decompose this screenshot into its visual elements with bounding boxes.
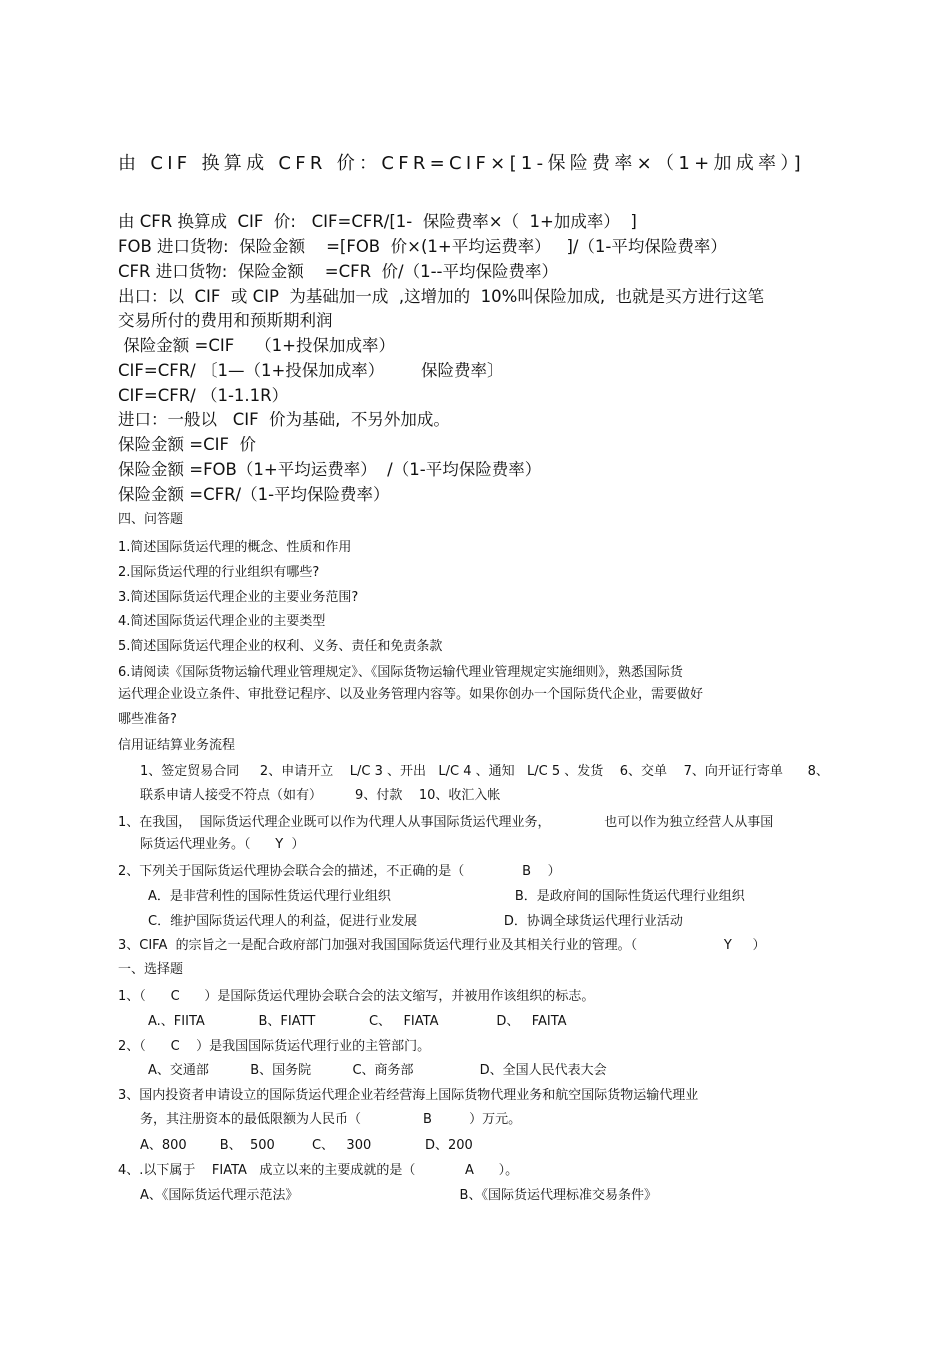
qa-question: 3.简述国际货运代理企业的主要业务范围? bbox=[118, 590, 359, 605]
judge-options: C．维护国际货运代理人的利益，促进行业发展 D．协调全球货运代理行业活动 bbox=[148, 914, 683, 929]
formula-line: 由 CFR 换算成 CIF 价: CIF=CFR/[1- 保险费率×（ 1+加成率） ] bbox=[118, 212, 637, 231]
judge-question: 1、在我国， 国际货运代理企业既可以作为代理人从事国际货运代理业务， 也可以作为独立经营人从事国 bbox=[118, 815, 774, 830]
choice-question: 1、（ C ）是国际货运代理协会联合会的法文缩写，并被用作该组织的标志。 bbox=[118, 989, 595, 1004]
judge-question: 际货运代理业务。（ Y ） bbox=[140, 837, 305, 852]
choice-options: A、交通部 B、国务院 C、商务部 D、全国人民代表大会 bbox=[148, 1063, 607, 1078]
judge-options: A．是非营利性的国际性货运代理行业组织 B．是政府间的国际性货运代理行业组织 bbox=[148, 889, 745, 904]
formula-line: FOB 进口货物: 保险金额 =[FOB 价×(1+平均运费率） ]/（1-平均保险费率） bbox=[118, 237, 727, 256]
formula-line: 交易所付的费用和预斯期利润 bbox=[118, 311, 333, 330]
formula-line: 保险金额 =CFR/（1-平均保险费率） bbox=[118, 485, 390, 504]
qa-question: 哪些准备? bbox=[118, 712, 177, 727]
judge-question: 3、CIFA 的宗旨之一是配合政府部门加强对我国国际货运代理行业及其相关行业的管理。（ Y ） bbox=[118, 938, 766, 953]
judge-question: 2、下列关于国际货运代理协会联合会的描述，不正确的是（ B ） bbox=[118, 864, 561, 879]
qa-question: 1.简述国际货运代理的概念、性质和作用 bbox=[118, 540, 352, 555]
choice-heading: 一、选择题 bbox=[118, 962, 184, 977]
formula-line: CFR 进口货物: 保险金额 =CFR 价/（1--平均保险费率） bbox=[118, 262, 559, 281]
qa-question: 2.国际货运代理的行业组织有哪些? bbox=[118, 565, 320, 580]
choice-options: A.、FIITA B、FIATT C、 FIATA D、 FAITA bbox=[148, 1014, 567, 1029]
formula-line: 出口：以 CIF 或 CIP 为基础加一成 ,这增加的 10%叫保险加成, 也就是买方进行这笔 bbox=[118, 287, 765, 306]
formula-line: 保险金额 =CIF 价 bbox=[118, 435, 256, 454]
formula-line: CIF=CFR/ 〔1—（1+投保加成率） 保险费率〕 bbox=[118, 361, 504, 380]
qa-question: 4.简述国际货运代理企业的主要类型 bbox=[118, 614, 326, 629]
choice-question: 4、.以下属于 FIATA 成立以来的主要成就的是（ A ）。 bbox=[118, 1163, 519, 1178]
choice-options: A、800 B、 500 C、 300 D、200 bbox=[140, 1138, 473, 1153]
choice-question: 2、（ C ）是我国国际货运代理行业的主管部门。 bbox=[118, 1039, 431, 1054]
lc-steps: 1、签定贸易合同 2、申请开立 L/C 3 、开出 L/C 4 、通知 L/C 5 、发货 6、交单 7、向开证行寄单 8、 bbox=[140, 764, 829, 779]
qa-heading: 四、问答题 bbox=[118, 512, 184, 527]
formula-title: 由 CIF 换算成 CFR 价：CFR=CIF×[1-保险费率×（1+加成率）] bbox=[118, 153, 805, 174]
choice-options: A、《国际货运代理示范法》 B、《国际货运代理标准交易条件》 bbox=[140, 1188, 657, 1203]
choice-question: 务，其注册资本的最低限额为人民币（ B ）万元。 bbox=[140, 1112, 522, 1127]
qa-question: 6.请阅读《国际货物运输代理业管理规定》、《国际货物运输代理业管理规定实施细则》，熟悉国际货 bbox=[118, 665, 683, 680]
formula-line: 保险金额 =CIF （1+投保加成率） bbox=[118, 336, 395, 355]
qa-question: 运代理企业设立条件、审批登记程序、以及业务管理内容等。如果你创办一个国际货代企业，需要做好 bbox=[118, 687, 704, 702]
lc-heading: 信用证结算业务流程 bbox=[118, 738, 236, 753]
qa-question: 5.简述国际货运代理企业的权利、义务、责任和免责条款 bbox=[118, 639, 443, 654]
lc-steps: 联系申请人接受不符点（如有） 9、付款 10、收汇入帐 bbox=[140, 788, 501, 803]
formula-line: CIF=CFR/ （1-1.1R） bbox=[118, 386, 289, 405]
formula-line: 保险金额 =FOB（1+平均运费率） /（1-平均保险费率） bbox=[118, 460, 542, 479]
formula-line: 进口：一般以 CIF 价为基础, 不另外加成。 bbox=[118, 410, 450, 429]
choice-question: 3、国内投资者申请设立的国际货运代理企业若经营海上国际货物代理业务和航空国际货物运输代理业 bbox=[118, 1088, 699, 1103]
